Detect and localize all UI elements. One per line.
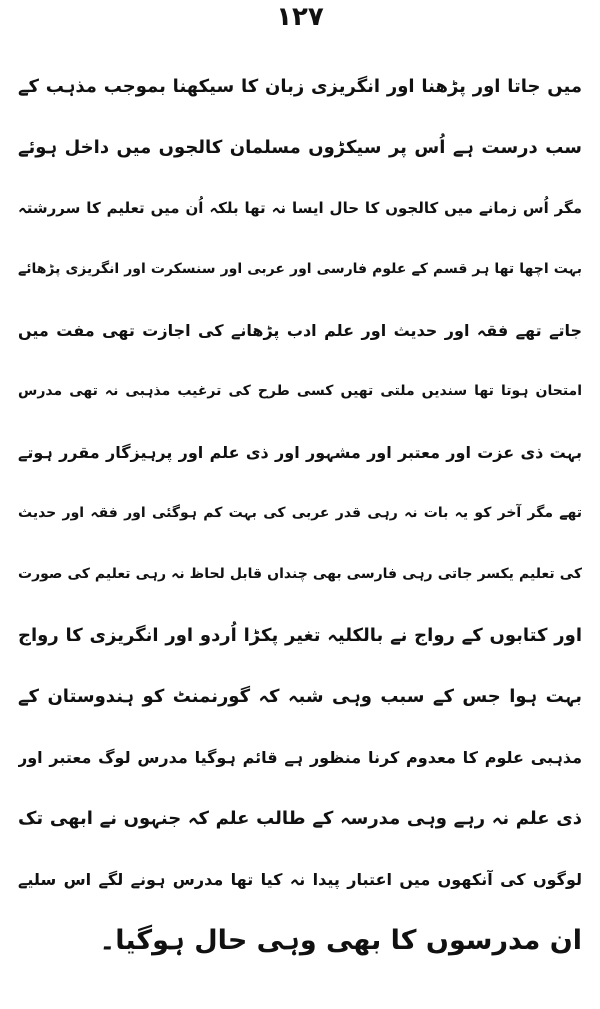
- text-line-2: سب درست ہے اُس پر سیکڑوں مسلمان کالجوں میں داخل ہوئے: [18, 137, 582, 158]
- text-line-14: لوگوں کی آنکھوں میں اعتبار پیدا نہ کیا تھا مدرس ہونے لگے اس سلیے: [18, 870, 582, 889]
- text-line-8: تھے مگر آخر کو یہ بات نہ رہی قدر عربی کی بہت کم ہوگئی اور فقہ اور حدیث: [18, 505, 582, 521]
- text-line-6: امتحان ہوتا تھا سندیں ملتی تھیں کسی طرح کی ترغیب مذہبی نہ تھی مدرس: [18, 383, 582, 399]
- text-line-11: بہت ہوا جس کے سبب وہی شبہ کہ گورنمنٹ کو ہندوستان کے: [18, 686, 582, 707]
- text-line-5: جاتے تھے فقہ اور حدیث اور علم ادب پڑھانے کی اجازت تھی مفت میں: [18, 321, 582, 340]
- text-line-13: ذی علم نہ رہے وہی مدرسہ کے طالب علم کہ جنہوں نے ابھی تک: [18, 808, 582, 829]
- text-line-10: اور کتابوں کے رواج نے بالکلیہ تغیر پکڑا اُردو اور انگریزی کا رواج: [18, 625, 582, 646]
- text-body: [18, 56, 582, 971]
- text-line-3: مگر اُس زمانے میں کالجوں کا حال ایسا نہ تھا بلکہ اُن میں تعلیم کا سررشتہ: [18, 199, 582, 217]
- text-line-4: بہت اچھا تھا ہر قسم کے علوم فارسی اور عربی اور سنسکرت اور انگریزی پڑھائے: [18, 261, 582, 277]
- text-line-1: میں جاتا اور پڑھنا اور انگریزی زبان کا سیکھنا بموجب مذہب کے: [18, 76, 582, 97]
- text-line-7: بہت ذی عزت اور معتبر اور مشہور اور ذی علم اور پرہیزگار مقرر ہوتے: [18, 443, 582, 462]
- text-line-15: ان مدرسوں کا بھی وہی حال ہوگیا۔: [99, 925, 582, 956]
- page-number: ۱۲۷: [276, 2, 324, 32]
- text-line-12: مذہبی علوم کا معدوم کرنا منظور ہے قائم ہوگیا مدرس لوگ معتبر اور: [18, 748, 582, 767]
- text-line-9: کی تعلیم یکسر جاتی رہی فارسی بھی چنداں قابل لحاظ نہ رہی تعلیم کی صورت: [18, 566, 582, 582]
